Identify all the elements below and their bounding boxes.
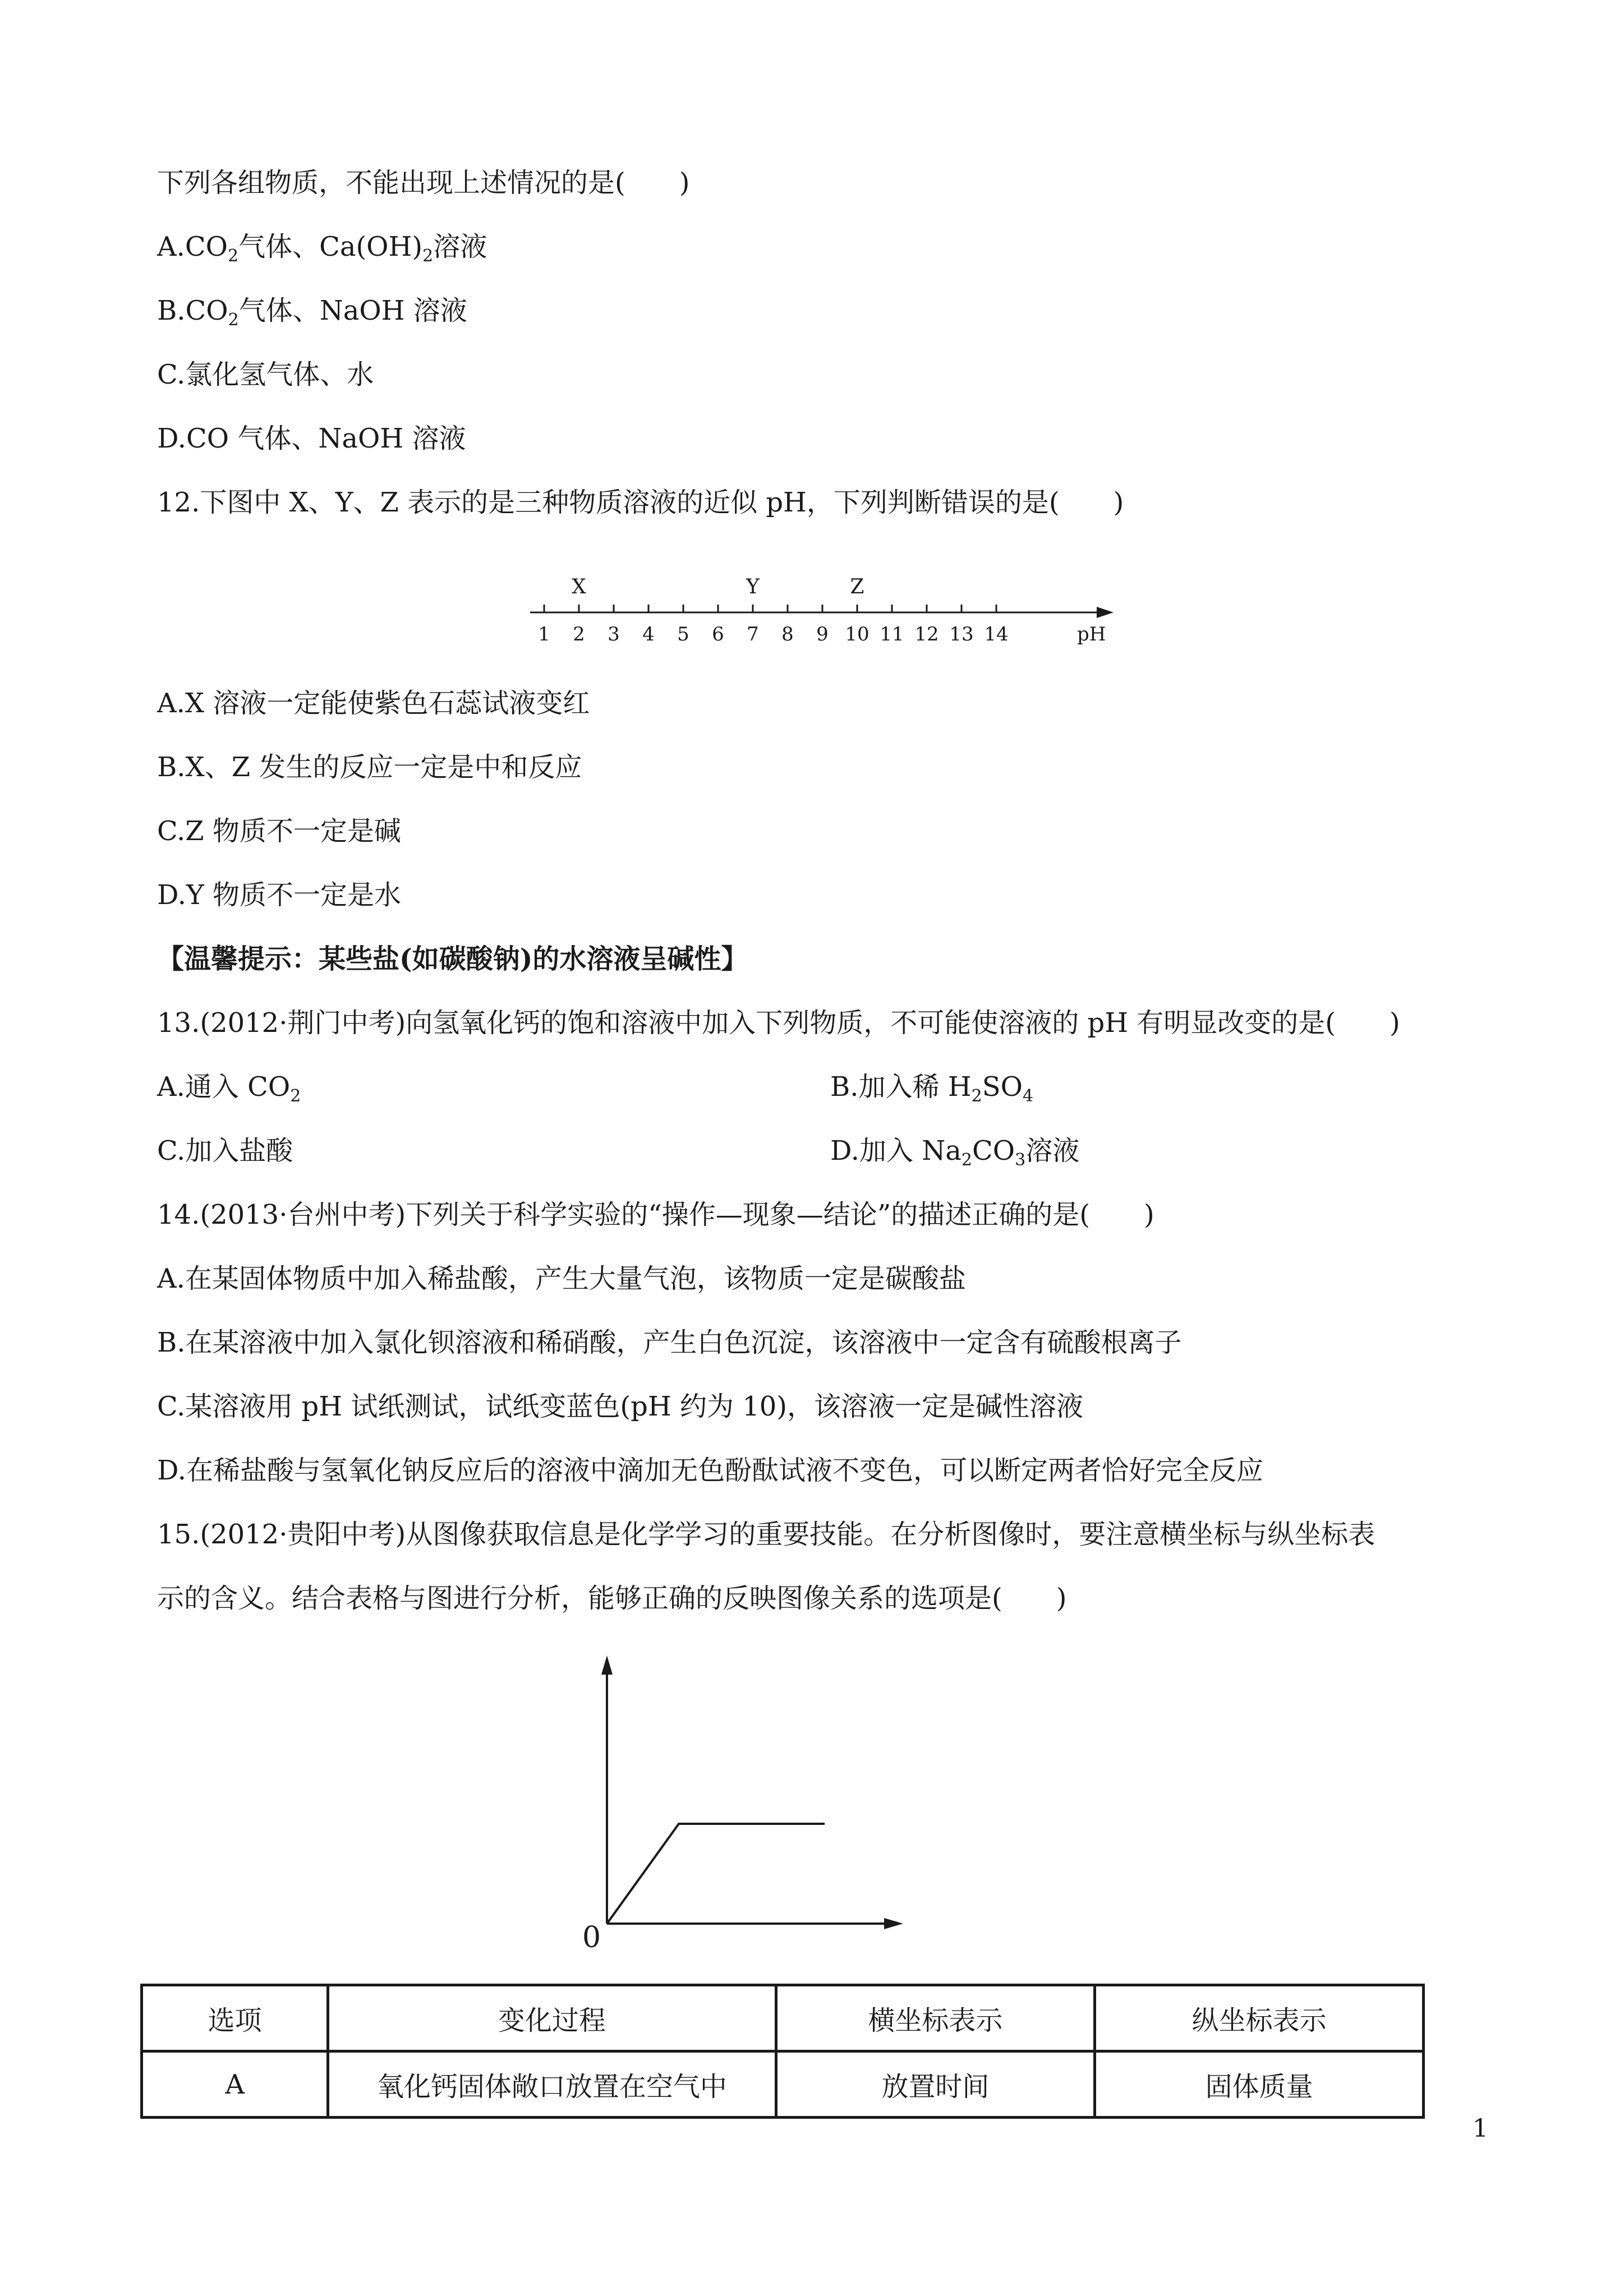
q15-stem-line-1: 15.(2012·贵阳中考)从图像获取信息是化学学习的重要技能。在分析图像时，要注意横坐标与纵坐标表 [157,1519,1375,1550]
q11-option-c: C.氯化氢气体、水 [157,359,374,390]
table-cell: 固体质量 [1095,2051,1424,2118]
table-header-cell: 选项 [142,1985,328,2051]
q13-options-row-1 [157,1070,1034,1106]
ph-tick-label: 8 [781,623,794,646]
table-row [142,2051,1424,2118]
q12-hint: 【温馨提示：某些盐(如碳酸钠)的水溶液呈碱性】 [157,943,748,975]
q15-stem-line-2: 示的含义。结合表格与图进行分析，能够正确的反映图像关系的选项是( ) [157,1583,1067,1614]
q13-option-a: A.通入 $CO_2$ [157,1071,301,1106]
q13-option-d: D.加入 $Na_2CO_3$溶液 [830,1135,1080,1170]
q13-option-c: C.加入盐酸 [157,1135,293,1167]
ph-tick-label: 2 [573,623,585,646]
table-cell: A [142,2051,328,2118]
page-number: 1 [1473,2114,1488,2143]
q12-option-a: A.X 溶液一定能使紫色石蕊试液变红 [157,688,590,719]
graph-x-axis-arrow [884,1918,903,1929]
ph-tick-label: 4 [642,623,655,646]
q11-option-a: $A.CO_2$气体、$Ca(OH)_2$溶液 [157,231,487,266]
graph-curve [607,1824,825,1924]
q14-option-c: C.某溶液用 pH 试纸测试，试纸变蓝色(pH 约为 10)，该溶液一定是碱性溶液 [157,1391,1084,1422]
q11-option-b: $B.CO_2$气体、NaOH 溶液 [157,295,467,330]
q14-stem: 14.(2013·台州中考)下列关于科学实验的“操作—现象—结论”的描述正确的是( ) [157,1199,1154,1230]
ph-number-line [522,566,1116,651]
ph-tick-label: 13 [949,623,974,646]
table-header-cell: 横坐标表示 [776,1985,1095,2051]
ph-marker-x: X [572,575,586,598]
ph-tick-label: 3 [608,623,620,646]
q14-option-a: A.在某固体物质中加入稀盐酸，产生大量气泡，该物质一定是碳酸盐 [157,1263,966,1294]
table-header-cell: 纵坐标表示 [1095,1985,1424,2051]
ph-unit-label: pH [1077,623,1106,646]
ph-tick-label: 1 [538,623,550,646]
q12-option-d: D.Y 物质不一定是水 [157,879,401,911]
ph-tick-label: 10 [845,623,869,646]
ph-tick-label: 14 [984,623,1009,646]
q14-option-d: D.在稀盐酸与氢氧化钠反应后的溶液中滴加无色酚酞试液不变色，可以断定两者恰好完全反应 [157,1455,1264,1486]
q13-option-b: B.加入稀 $H_2SO_4$ [830,1071,1034,1106]
q15-graph [572,1649,909,1963]
ph-tick-label: 9 [816,623,829,646]
q12-stem: 12.下图中 X、Y、Z 表示的是三种物质溶液的近似 pH，下列判断错误的是( ) [157,487,1124,518]
table-cell: 氧化钙固体敞口放置在空气中 [328,2051,776,2118]
ph-tick-label: 5 [677,623,689,646]
ph-marker-y: Y [746,575,760,598]
q15-options-table [140,1984,1425,2119]
graph-origin-label: 0 [582,1921,601,1954]
q12-option-c: C.Z 物质不一定是碱 [157,815,401,847]
q14-option-b: B.在某溶液中加入氯化钡溶液和稀硝酸，产生白色沉淀，该溶液中一定含有硫酸根离子 [157,1327,1182,1358]
ph-tick-label: 6 [712,623,724,646]
ph-axis-arrow [1097,607,1114,618]
ph-tick-label: 7 [747,623,759,646]
table-header-cell: 变化过程 [328,1985,776,2051]
q12-option-b: B.X、Z 发生的反应一定是中和反应 [157,751,582,783]
graph-y-axis-arrow [601,1656,613,1675]
q13-options-row-2 [157,1134,1080,1170]
table-header-row [142,1985,1424,2051]
ph-tick-label: 11 [880,623,904,646]
table-cell: 放置时间 [776,2051,1095,2118]
q13-stem: 13.(2012·荆门中考)向氢氧化钙的饱和溶液中加入下列物质，不可能使溶液的 pH 有明显改变的是( ) [157,1007,1400,1039]
q11-option-d: D.CO 气体、NaOH 溶液 [157,423,466,454]
ph-marker-z: Z [850,575,864,598]
ph-tick-label: 12 [914,623,939,646]
q11-stem: 下列各组物质，不能出现上述情况的是( ) [157,167,690,199]
